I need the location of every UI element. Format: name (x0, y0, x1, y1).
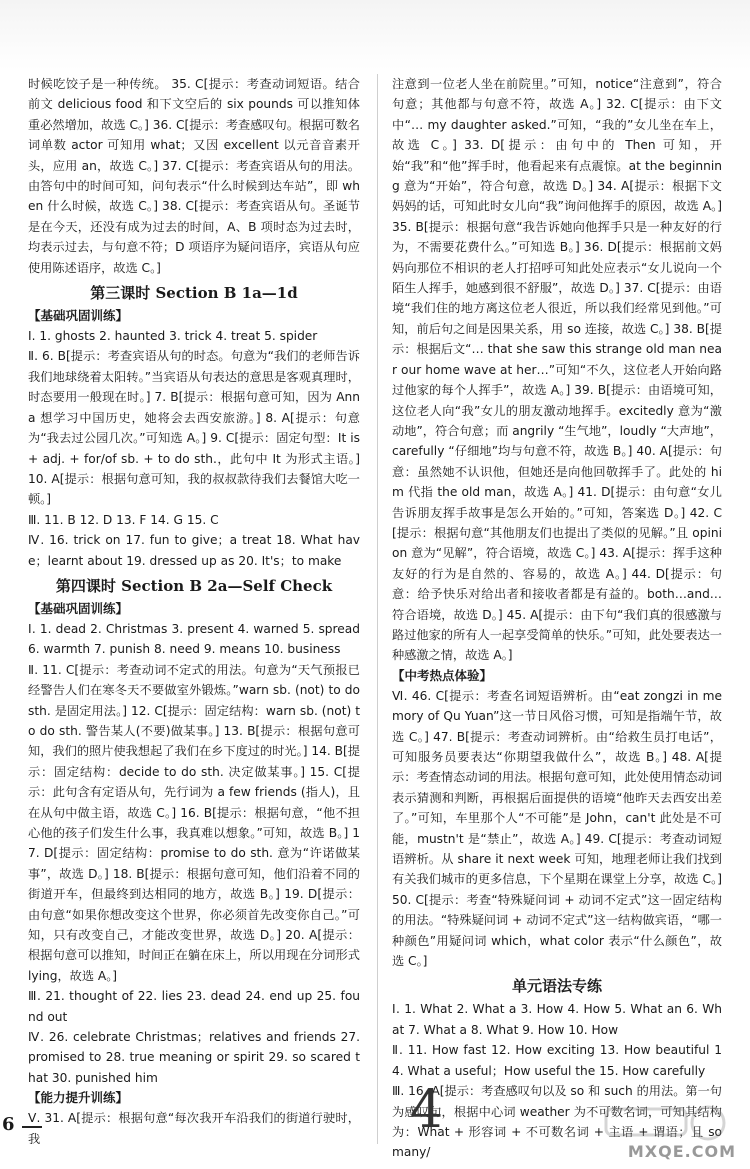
scan-top-strip (0, 0, 750, 70)
subheading-basic-training-2: 【基础巩固训练】 (28, 600, 129, 616)
grammar-part3: Ⅲ. 16. A[提示：考查感叹句以及 so 和 such 的用法。第一句为感叹句，根据中心词 weather 为不可数名词，可知其结构为：What + 形容词 + 不可数名词 + 主语 + 谓语；且 so many/ (392, 1084, 722, 1160)
left-paragraph-continuation: 时候吃饺子是一种传统。 35. C[提示：考查动词短语。结合前文 delicious food 和下文空后的 six pounds 可以推知体重必然增加，故选 C。] 36. C[提示：考查感叹句。根据可数名词单数 actor 可知用 what；又因 excellent 以元音音素开头，应用 an，故选 C。] 37. C[提示：考查宾语从句的用法。由答句中的时间可知，问句表示“什么时候到达车站”，即 when 什么时候，故选 C。] 38. C[提示：考查宾语从句。圣诞节是在今天，还没有成为过去的时间，A、B 项时态为过去时，均表示过去，与句意不符；D 项语序为疑问语序，宾语从句应使用陈述语序，故选 C。] (28, 77, 360, 275)
subheading-basic-training: 【基础巩固训练】 (28, 308, 129, 324)
section-title-grammar: 单元语法专练 (511, 977, 602, 996)
grammar-part1: Ⅰ. 1. What 2. What a 3. How 4. How 5. What an 6. What 7. What a 8. What 9. How 10. How (392, 1002, 722, 1037)
right-paragraph-continuation: 注意到一位老人坐在前院里。”可知，notice“注意到”，符合句意；其他都与句意不符，故选 A。] 32. C[提示：由下文中“… my daughter asked.”可知，“我的”女儿坐在车上，故选 C。] 33. D[提示：由句中的 Then 可知，开始“我”和“他”挥手时，他看起来有点震惊。at the beginning 意为“开始”，符合句意，故选 D。] 34. A[提示：根据下文妈妈的话，可知此时女儿向“我”询问他挥手的原因，故选 A。] 35. B[提示：根据句意“我告诉她向他挥手只是一种友好的行为，不需要花费什么。”可知选 B。] 36. D[提示：根据前文妈妈向那位不相识的老人打招呼可知此处应表示“女儿说向一个陌生人挥手，她感到很不舒服”，故选 D。] 37. C[提示：由语境“我们住的地方离这位老人很近，所以我们经常见到他。”可知，前后句之间是因果关系，用 so 连接，故选 C。] 38. B[提示：根据后文“… that she saw this strange old man near our home wave at her…”可知“不久，这位老人开始向路过他家的每个人挥手”，故选 A。] 39. B[提示：由语境可知，这位老人向“我”女儿的朋友激动地挥手。excitedly 意为“激动地”，符合句意；而 angrily “生气地”，loudly “大声地”，carefully “仔细地”均与句意不符，故选 B。] 40. A[提示：句意：虽然她不认识他，但她还是向他回敬挥手了。此处的 him 代指 the old man，故选 A。] 41. D[提示：由句意“女儿告诉朋友挥手故事是怎么开始的。”可知，答案选 D。] 42. C[提示：根据句意“其他朋友们也提出了类似的见解。”且 opinion 意为“见解”，符合语境，故选 C。] 43. A[提示：挥手这种友好的行为是自然的、容易的，故选 A。] 44. D[提示：句意：给予快乐对给出者和接收者都是有益的。both…and… 符合语境，故选 D。] 45. A[提示：由下句“我们真的很感激与路过他家的所有人一起享受简单的快乐。”可知，此处要表达一种感激之情，故选 A。] (392, 77, 722, 663)
lesson4-part1: Ⅰ. 1. dead 2. Christmas 3. present 4. warned 5. spread 6. warmth 7. punish 8. need 9. means 10. business (28, 621, 360, 657)
page-number-rule (22, 1126, 42, 1128)
lesson4-part4: Ⅳ. 26. celebrate Christmas；relatives and friends 27. promised to 28. true meaning or spirit 29. so scared that 30. punished him (28, 1030, 360, 1085)
section-title-lesson3: 第三课时 Section B 1a—1d (90, 284, 298, 303)
subheading-ability-training: 【能力提升训练】 (28, 1090, 129, 1106)
lesson3-part2: Ⅱ. 6. B[提示：考查宾语从句的时态。句意为“我们的老师告诉我们地球绕着太阳转。”当宾语从句表达的意思是客观真理时，时态要用一般现在时。] 7. B[提示：根据句意可知，因为 Anna 想学习中国历史，她将会去西安旅游。] 8. A[提示：句意为“我去过公园几次。”可知选 A。] 9. C[提示：固定句型：It is + adj. + for/of sb. + to do sth.，此句中 It 为形式主语。] 10. A[提示：根据句意可知，我的叔叔款待我们去餐馆大吃一顿。] (28, 349, 360, 507)
lesson3-part3: Ⅲ. 11. B 12. D 13. F 14. G 15. C (28, 512, 219, 527)
lesson3-part1: Ⅰ. 1. ghosts 2. haunted 3. trick 4. treat 5. spider (28, 329, 318, 344)
watermark-text: MXQE.COM (627, 1142, 736, 1161)
column-divider (377, 74, 378, 1144)
lesson4-part5: Ⅴ. 31. A[提示：根据句意“每次我开车沿我们的街道行驶时，我 (28, 1111, 360, 1146)
lesson4-part3: Ⅲ. 21. thought of 22. lies 23. dead 24. end up 25. found out (28, 989, 360, 1024)
page-number: 6 (2, 1114, 15, 1135)
section-title-lesson4: 第四课时 Section B 2a—Self Check (55, 576, 333, 595)
lesson3-part4: Ⅳ. 16. trick on 17. fun to give；a treat 18. What have；learnt about 19. dressed up as 20. It's；to make (28, 533, 360, 568)
left-column (28, 74, 360, 1149)
subheading-exam-hotspot: 【中考热点体验】 (392, 667, 493, 683)
exam-hotspot-answers: Ⅵ. 46. C[提示：考查名词短语辨析。由“eat zongzi in memory of Qu Yuan”这一节日风俗习惯，可知是指端午节，故选 C。] 47. B[提示：考查动词辨析。由“给救生员打电话”，可知服务员要表达“你期望我做什么”，故选 B。] 48. A[提示：考查情态动词的用法。根据句意可知，此处使用情态动词表示猜测和判断，再根据后面提供的语境“他昨天去西安出差了。”可知，车里那个人“不可能”是 John，can't 此处是不可能，mustn't 是“禁止”，故选 A。] 49. C[提示：考查动词短语辨析。从 share it next week 可知，地理老师让我们找到有关我们城市的更多信息，下个星期在课堂上分享，故选 C。] 50. C[提示：考查“特殊疑问词 + 动词不定式”这一固定结构的用法。“特殊疑问词 + 动词不定式”这一结构做宾语，“哪一种颜色”用疑问词 which，what color 表示“什么颜色”，故选 C。] (392, 688, 722, 969)
lesson4-part2: Ⅱ. 11. C[提示：考查动词不定式的用法。句意为“天气预报已经警告人们在寒冬天不要做室外锻炼。”warn sb. (not) to do sth. 是固定用法。] 12. C[提示：固定结构：warn sb. (not) to do sth. 警告某人(不要)做某事。] 13. B[提示：根据句意可知，我们的照片使我想起了我们在乡下度过的时光。] 14. B[提示：固定结构：decide to do sth. 决定做某事。] 15. C[提示：此句含有定语从句，先行词为 a few friends (指人)，且在从句中做主语，故选 C。] 16. B[提示：根据句意，“他不担心他的孩子们发生什么事，我真难以想象。”可知，故选 B。] 17. D[提示：固定结构：promise to do sth. 意为“许诺做某事”，故选 D。] 18. B[提示：根据句意可知，他们沿着不同的街道开车，但最终到达相同的地方，故选 B。] 19. D[提示：由句意“如果你想改变这个世界，你必须首先改变你自己。”可知，只有改变自己，才能改变世界，故选 D。] 20. A[提示：根据句意可以推知，时间正在躺在床上，所以用现在分词形式 lying，故选 A。] (28, 662, 360, 983)
grammar-part2: Ⅱ. 11. How fast 12. How exciting 13. How beautiful 14. What a useful；How useful the 15. How carefully (392, 1043, 722, 1078)
right-column (392, 74, 722, 1163)
handwritten-mark: 4 (410, 1080, 444, 1140)
